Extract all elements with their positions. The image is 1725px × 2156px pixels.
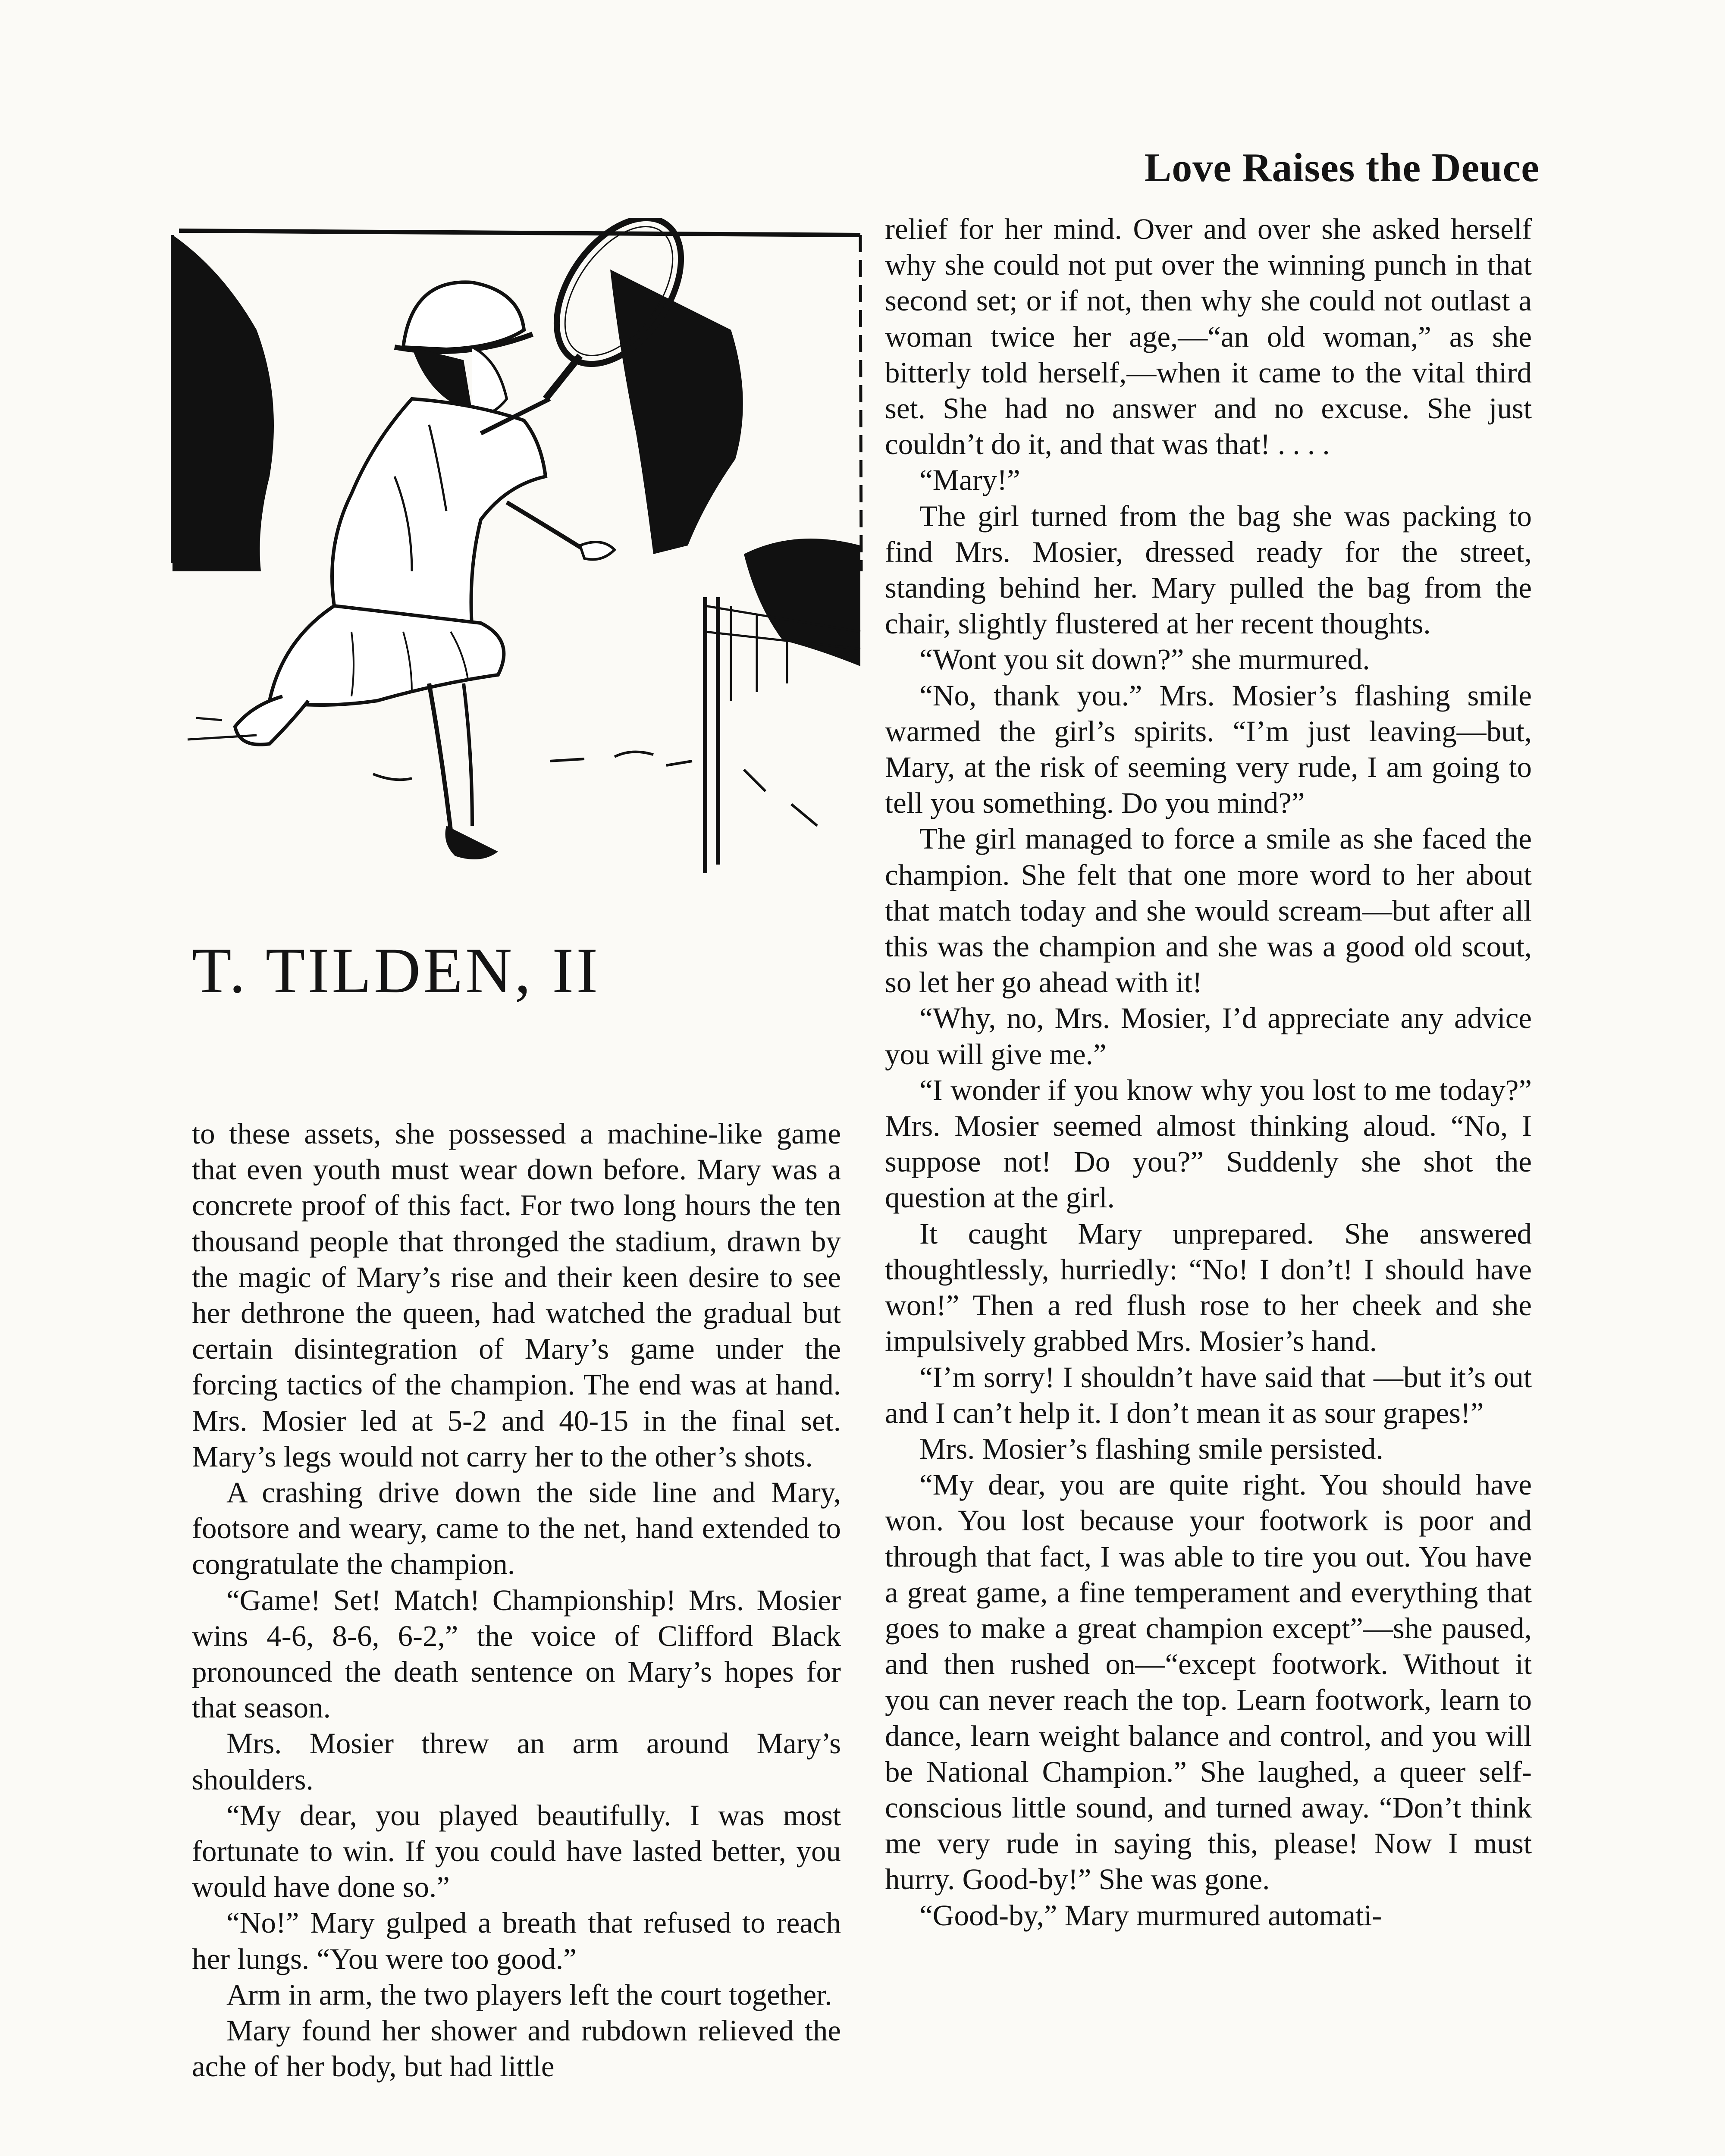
paragraph: “I wonder if you know why you lost to me today?” Mrs. Mosier seemed almost thinking aloud. “No, I suppose not! Do you?” Suddenly she shot the question at the girl. <box>885 1073 1532 1214</box>
paragraph: relief for her mind. Over and over she asked herself why she could not put over the winning punch in that second set; or if not, then why she could not outlast a woman twice her age,—“an old woman,” as she bitterly told herself,—when it came to the vital third set. She had no answer and no excuse. She just couldn’t do it, and that was that! . . . . <box>885 213 1532 461</box>
story-title: T. TILDEN, II <box>192 935 601 1006</box>
paragraph: The girl turned from the bag she was packing to find Mrs. Mosier, dressed ready for the street, standing behind her. Mary pulled the bag from the chair, slightly flustered at her recent thoughts. <box>885 499 1532 640</box>
paragraph: “No!” Mary gulped a breath that refused to reach her lungs. “You were too good.” <box>192 1906 841 1975</box>
tennis-player-illustration <box>170 218 884 890</box>
paragraph: “Game! Set! Match! Championship! Mrs. Mosier wins 4-6, 8-6, 6-2,” the voice of Clifford Black pronounced the death sentence on Mary’s hopes for that season. <box>192 1583 841 1724</box>
paragraph: “Wont you sit down?” she murmured. <box>919 643 1370 676</box>
paragraph: “My dear, you played beautifully. I was most fortunate to win. If you could have lasted better, you would have done so.” <box>192 1799 841 1904</box>
paragraph: Mary found her shower and rubdown relieved the ache of her body, but had little <box>192 2014 841 2083</box>
paragraph: A crashing drive down the side line and Mary, footsore and weary, came to the net, hand extended to congratulate the champion. <box>192 1476 841 1581</box>
paragraph: “No, thank you.” Mrs. Mosier’s flashing smile warmed the girl’s spirits. “I’m just leaving—but, Mary, at the risk of seeming very rude, I am going to tell you something. Do you mind?” <box>885 679 1532 820</box>
paragraph: Mrs. Mosier threw an arm around Mary’s shoulders. <box>192 1727 841 1796</box>
paragraph: to these assets, she possessed a machine-like game that even youth must wear down before. Mary was a concrete proof of this fact. For two long hours the ten thousand people that thronged the stadium, drawn by the magic of Mary’s rise and their keen desire to see her dethrone the queen, had watched the gradual but certain disintegration of Mary’s game under the forcing tactics of the champion. The end was at hand. Mrs. Mosier led at 5-2 and 40-15 in the final set. Mary’s legs would not carry her to the other’s shots. <box>192 1117 841 1473</box>
paragraph: Arm in arm, the two players left the court together. <box>226 1978 832 2011</box>
left-text-column <box>192 1116 841 2084</box>
paragraph: Mrs. Mosier’s flashing smile persisted. <box>919 1432 1383 1465</box>
paragraph: “Mary!” <box>919 464 1020 497</box>
paragraph: “I’m sorry! I shouldn’t have said that —but it’s out and I can’t help it. I don’t mean it as sour grapes!” <box>885 1360 1532 1429</box>
paragraph: It caught Mary unprepared. She answered thoughtlessly, hurriedly: “No! I don’t! I should have won!” Then a red flush rose to her cheek and she impulsively grabbed Mrs. Mosier’s hand. <box>885 1217 1532 1358</box>
paragraph: The girl managed to force a smile as she faced the champion. She felt that one more word to her about that match today and she would scream—but after all this was the champion and she was a good old scout, so let her go ahead with it! <box>885 822 1532 999</box>
right-text-column <box>885 211 1532 1934</box>
running-head: Love Raises the Deuce <box>1144 145 1540 190</box>
paragraph: “My dear, you are quite right. You should have won. You lost because your footwork is poor and through that fact, I was able to tire you out. You have a great game, a fine temperament and everything that goes to make a great champion except”—she paused, and then rushed on—“except footwork. Without it you can never reach the top. Learn footwork, learn to dance, learn weight balance and control, and you will be National Champion.” She laughed, a queer self-conscious little sound, and turned away. “Don’t think me very rude in saying this, please! Now I must hurry. Good-by!” She was gone. <box>885 1468 1532 1896</box>
paragraph: “Why, no, Mrs. Mosier, I’d appreciate any advice you will give me.” <box>885 1002 1532 1071</box>
paragraph: “Good-by,” Mary murmured automati- <box>919 1899 1382 1932</box>
